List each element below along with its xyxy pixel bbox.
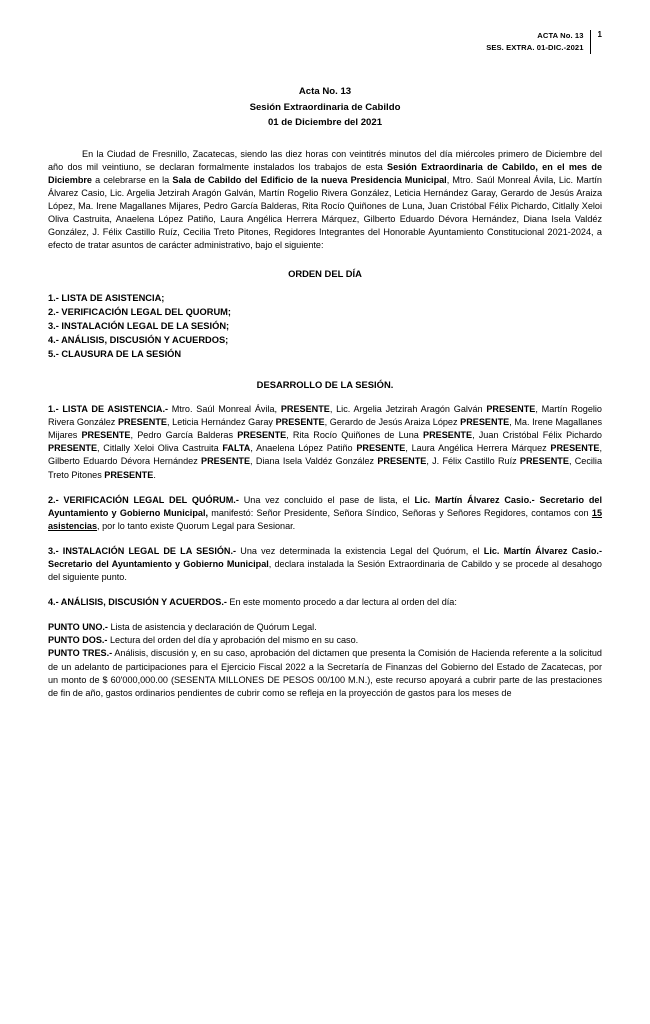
section-verificacion-quorum xyxy=(48,494,602,533)
intro-text-c: a celebrarse en la xyxy=(91,174,173,185)
attendee-name-14: , Diana Isela Valdéz González xyxy=(250,456,378,467)
puntos-group xyxy=(48,621,602,700)
quorum-text-c: manifestó: Señor Presidente, Señora Síndico, Señoras y Señores Regidores, contamos con xyxy=(208,507,592,518)
punto-uno-text: Lista de asistencia y declaración de Quórum Legal. xyxy=(107,622,317,633)
quorum-text-d: , por lo tanto existe Quorum Legal para Sesionar. xyxy=(97,520,296,531)
secretary-title: Lic. Martín Álvarez Casio.- Secretario del Ayuntamiento y Gobierno Municipal, xyxy=(48,494,603,518)
agenda-item-3: 3.- INSTALACIÓN LEGAL DE LA SESIÓN; xyxy=(48,321,230,332)
attendance-status-16: PRESENTE xyxy=(104,469,154,480)
attendee-name-12: , Laura Angélica Herrera Márquez xyxy=(405,443,551,454)
quorum-text-a: Una vez concluido el pase de lista, el xyxy=(238,494,415,505)
intro-paragraph xyxy=(48,148,602,253)
quorum-attendance-count: 15 asistencias xyxy=(48,507,603,531)
intro-session-name: Sesión Extraordinaria de Cabildo, en el mes de Diciembre xyxy=(48,161,602,185)
punto-uno xyxy=(48,621,602,634)
header-reference-block xyxy=(486,30,589,54)
attendance-status-8: PRESENTE xyxy=(423,430,473,441)
attendance-status-14: PRESENTE xyxy=(377,456,427,467)
attendee-name-13: , Gilberto Eduardo Dévora Hernández xyxy=(48,443,602,467)
attendance-status-9: PRESENTE xyxy=(48,443,98,454)
attendance-status-10: FALTA xyxy=(222,443,251,454)
agenda-list xyxy=(48,292,602,362)
section-lista-de-asistencia xyxy=(48,403,602,482)
header-acta-number: ACTA No. 13 xyxy=(537,31,584,40)
punto-tres xyxy=(48,647,602,699)
analisis-text-a: En este momento procedo a dar lectura al orden del día: xyxy=(226,597,457,608)
punto-uno-label: PUNTO UNO.- xyxy=(48,622,108,633)
attendee-name-8: , Rita Rocío Quiñones de Luna xyxy=(286,430,424,441)
intro-attendees: , Mtro. Saúl Monreal Ávila, Lic. Martín Álvarez Casio, Lic. Argelia Jetzirah Aragón Galván, Martín Rogelio Rivera González, Leticia Hernández Garay, Gerardo de Jesús Araiza López, Ma. Irene Magallanes Mijares, Pedro García Balderas, Rita Rocío Quiñones de Luna, Juan Cristóbal Félix Pichardo, Citlally Xeloi Oliva Castruita, Anaelena López Patiño, Laura Angélica Herrera Márquez, Gilberto Eduardo Dévora Hernández, Diana Isela Valdéz González, J. Félix Castillo Ruíz, Cecilia Treto Pitones, Regidores Integrantes del Honorable Ayuntamiento Constitucional 2021-2024, a efecto de tratar asuntos de carácter administrativo, bajo el siguiente: xyxy=(48,174,602,251)
agenda-item-4: 4.- ANÁLISIS, DISCUSIÓN Y ACUERDOS; xyxy=(48,335,229,346)
attendee-name-15: , J. Félix Castillo Ruíz xyxy=(426,456,520,467)
attendance-status-13: PRESENTE xyxy=(201,456,251,467)
punto-dos-label: PUNTO DOS.- xyxy=(48,635,108,646)
document-header xyxy=(48,30,602,54)
attendance-end-punctuation: . xyxy=(153,469,156,480)
attendee-name-11: , Anaelena López Patiño xyxy=(250,443,357,454)
header-divider-rule xyxy=(590,30,591,54)
attendee-name-6: , Ma. Irene Magallanes Mijares xyxy=(48,417,603,441)
orden-del-dia-heading: ORDEN DEL DÍA xyxy=(288,268,362,280)
agenda-item-1: 1.- LISTA DE ASISTENCIA; xyxy=(48,293,165,304)
attendance-status-3: PRESENTE xyxy=(117,417,167,428)
document-title-block xyxy=(48,84,602,131)
attendee-name-10: , Citlally Xeloi Oliva Castruita xyxy=(97,443,223,454)
attendee-name-9: , Juan Cristóbal Félix Pichardo xyxy=(472,430,602,441)
punto-tres-text: Análisis, discusión y, en su caso, aprobación del dictamen que presenta la Comisión de Hacienda referente a la solicitud de un adelanto de participaciones para el Ejercicio Fiscal 2022 a la Secretaría de Finanzas del Gobierno del Estado de Zacatecas, por un monto de $ 60'000,000.00 (SESENTA MILLONES DE PESOS 00/100 M.N.), este recurso apoyará a cubrir parte de las prestaciones de fin de año, gastos ordinarios pendientes de cubrir como se refleja en la proyección de gastos para los meses de xyxy=(48,648,602,698)
intro-text-a: En la Ciudad de Fresnillo, Zacatecas, siendo las diez horas con veintitrés minutos del día miércoles primero de Diciembre del año dos mil veintiuno, se declaran formalmente instalados los trabajos de esta xyxy=(48,148,602,172)
title-session-date: 01 de Diciembre del 2021 xyxy=(267,117,383,129)
attendee-name-5: , Gerardo de Jesús Araiza López xyxy=(324,417,461,428)
attendee-name-3: , Martín Rogelio Rivera González xyxy=(48,404,602,428)
attendee-name-16: , Cecilia Treto Pitones xyxy=(48,456,602,480)
intro-venue: Sala de Cabildo del Edificio de la nueva Presidencia Municipal xyxy=(172,174,447,185)
agenda-item-2: 2.- VERIFICACIÓN LEGAL DEL QUORUM; xyxy=(48,307,232,318)
page-number: 1 xyxy=(597,30,602,39)
desarrollo-heading: DESARROLLO DE LA SESIÓN. xyxy=(256,379,394,391)
section-1-label: 1.- LISTA DE ASISTENCIA.- xyxy=(48,404,169,415)
title-session-type: Sesión Extraordinaria de Cabildo xyxy=(249,101,401,113)
attendance-status-2: PRESENTE xyxy=(486,404,536,415)
punto-dos xyxy=(48,634,602,647)
attendee-name-2: , Lic. Argelia Jetzirah Aragón Galván xyxy=(329,404,487,415)
attendance-status-15: PRESENTE xyxy=(519,456,569,467)
attendance-status-4: PRESENTE xyxy=(275,417,325,428)
header-session-reference: SES. EXTRA. 01-DIC.-2021 xyxy=(486,42,584,52)
section-3-label: 3.- INSTALACIÓN LEGAL DE LA SESIÓN.- xyxy=(48,545,237,556)
attendance-status-12: PRESENTE xyxy=(550,443,600,454)
section-2-label: 2.- VERIFICACIÓN LEGAL DEL QUÓRUM.- xyxy=(48,494,239,505)
instalacion-text-c: , declara instalada la Sesión Extraordinaria de Cabildo y se procede al desahogo del siguiente punto. xyxy=(48,558,602,583)
attendance-status-5: PRESENTE xyxy=(460,417,510,428)
section-analisis-discusion xyxy=(48,596,602,609)
instalacion-text-a: Una vez determinada la existencia Legal del Quórum, el xyxy=(236,545,484,556)
attendance-status-6: PRESENTE xyxy=(81,430,131,441)
secretary-title-2: Lic. Martín Álvarez Casio.- Secretario del Ayuntamiento y Gobierno Municipal xyxy=(48,545,602,569)
section-instalacion-legal xyxy=(48,545,602,584)
title-acta-number: Acta No. 13 xyxy=(298,86,352,97)
attendee-name-1: Mtro. Saúl Monreal Ávila, xyxy=(168,404,281,415)
attendee-name-7: , Pedro García Balderas xyxy=(130,430,238,441)
attendance-status-11: PRESENTE xyxy=(356,443,406,454)
attendance-status-1: PRESENTE xyxy=(280,404,330,415)
agenda-item-5: 5.- CLAUSURA DE LA SESIÓN xyxy=(48,349,182,360)
punto-dos-text: Lectura del orden del día y aprobación del mismo en su caso. xyxy=(107,635,359,646)
attendance-status-7: PRESENTE xyxy=(237,430,287,441)
section-4-label: 4.- ANÁLISIS, DISCUSIÓN Y ACUERDOS.- xyxy=(48,597,227,608)
attendee-name-4: , Leticia Hernández Garay xyxy=(166,417,276,428)
punto-tres-label: PUNTO TRES.- xyxy=(48,648,113,659)
